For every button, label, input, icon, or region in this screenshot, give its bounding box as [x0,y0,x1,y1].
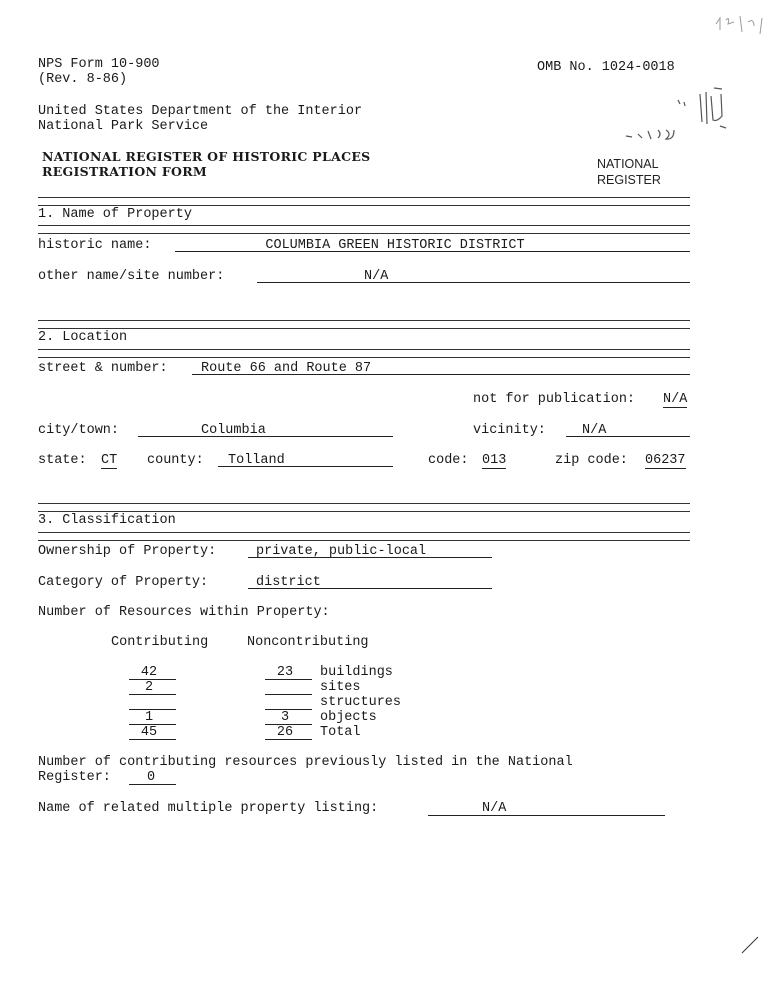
resource-type-structures: structures [320,695,402,710]
section-heading-location: 2. Location [38,330,128,345]
section-separator [38,197,690,206]
register-stamp-line2: REGISTER [597,173,661,187]
corner-pen-mark [740,935,760,955]
contributing-header: Contributing [111,635,209,650]
section-heading-name-of-property: 1. Name of Property [38,207,192,222]
section-separator [38,503,690,512]
noncontributing-total-value[interactable]: 26 [276,725,294,740]
contributing-total-value[interactable]: 45 [140,725,158,740]
historic-name-label: historic name: [38,238,152,253]
omb-number: OMB No. 1024-0018 [537,60,675,75]
resource-type-objects: objects [320,710,377,725]
city-label: city/town: [38,423,120,438]
resource-type-buildings: buildings [320,665,393,680]
category-value[interactable]: district [256,575,321,590]
street-label: street & number: [38,361,168,376]
not-for-publication-value[interactable]: N/A [663,392,688,407]
previously-listed-value[interactable]: 0 [147,770,156,785]
contributing-sites-value[interactable]: 2 [144,680,154,695]
noncontributing-header: Noncontributing [247,635,369,650]
code-label: code: [428,453,469,468]
other-name-label: other name/site number: [38,269,225,284]
multiple-listing-line [428,815,665,816]
register-stamp-line1: NATIONAL [597,157,659,171]
department-name: United States Department of the Interior [38,104,363,119]
zip-value[interactable]: 06237 [645,453,686,468]
section-heading-classification: 3. Classification [38,513,176,528]
section-separator [38,225,690,234]
resource-type-total: Total [320,725,361,740]
state-label: state: [38,453,87,468]
previously-listed-text: Number of contributing resources previously listed in the National [38,755,573,770]
form-revision: (Rev. 8-86) [38,72,128,87]
contributing-objects-value[interactable]: 1 [144,710,154,725]
previously-listed-label: Register: [38,770,111,785]
handwritten-corner-mark [712,10,772,38]
multiple-listing-label: Name of related multiple property listing: [38,801,379,816]
resources-label: Number of Resources within Property: [38,605,330,620]
multiple-listing-value[interactable]: N/A [482,801,507,816]
vicinity-label: vicinity: [473,423,546,438]
not-for-publication-label: not for publication: [473,392,636,407]
form-number: NPS Form 10-900 [38,57,160,72]
noncontributing-buildings-value[interactable]: 23 [276,665,294,680]
county-value[interactable]: Tolland [228,453,285,468]
city-value[interactable]: Columbia [201,423,266,438]
historic-name-value[interactable]: COLUMBIA GREEN HISTORIC DISTRICT [265,238,525,253]
section-separator [38,320,690,329]
noncontributing-objects-value[interactable]: 3 [280,710,290,725]
service-name: National Park Service [38,119,209,134]
other-name-line [257,282,690,283]
street-value[interactable]: Route 66 and Route 87 [201,361,372,376]
zip-label: zip code: [555,453,628,468]
vicinity-value[interactable]: N/A [582,423,607,438]
section-separator [38,349,690,358]
ownership-label: Ownership of Property: [38,544,217,559]
category-label: Category of Property: [38,575,209,590]
ownership-value[interactable]: private, public-local [256,544,427,559]
form-subtitle: REGISTRATION FORM [42,164,208,179]
contributing-buildings-value[interactable]: 42 [140,665,158,680]
form-title: NATIONAL REGISTER OF HISTORIC PLACES [42,149,371,164]
received-stamp-mark [618,82,728,152]
section-separator [38,532,690,541]
county-label: county: [147,453,204,468]
other-name-value[interactable]: N/A [364,269,389,284]
noncontributing-sites-line [265,694,312,695]
resource-type-sites: sites [320,680,361,695]
code-value[interactable]: 013 [482,453,507,468]
state-value[interactable]: CT [101,453,118,468]
